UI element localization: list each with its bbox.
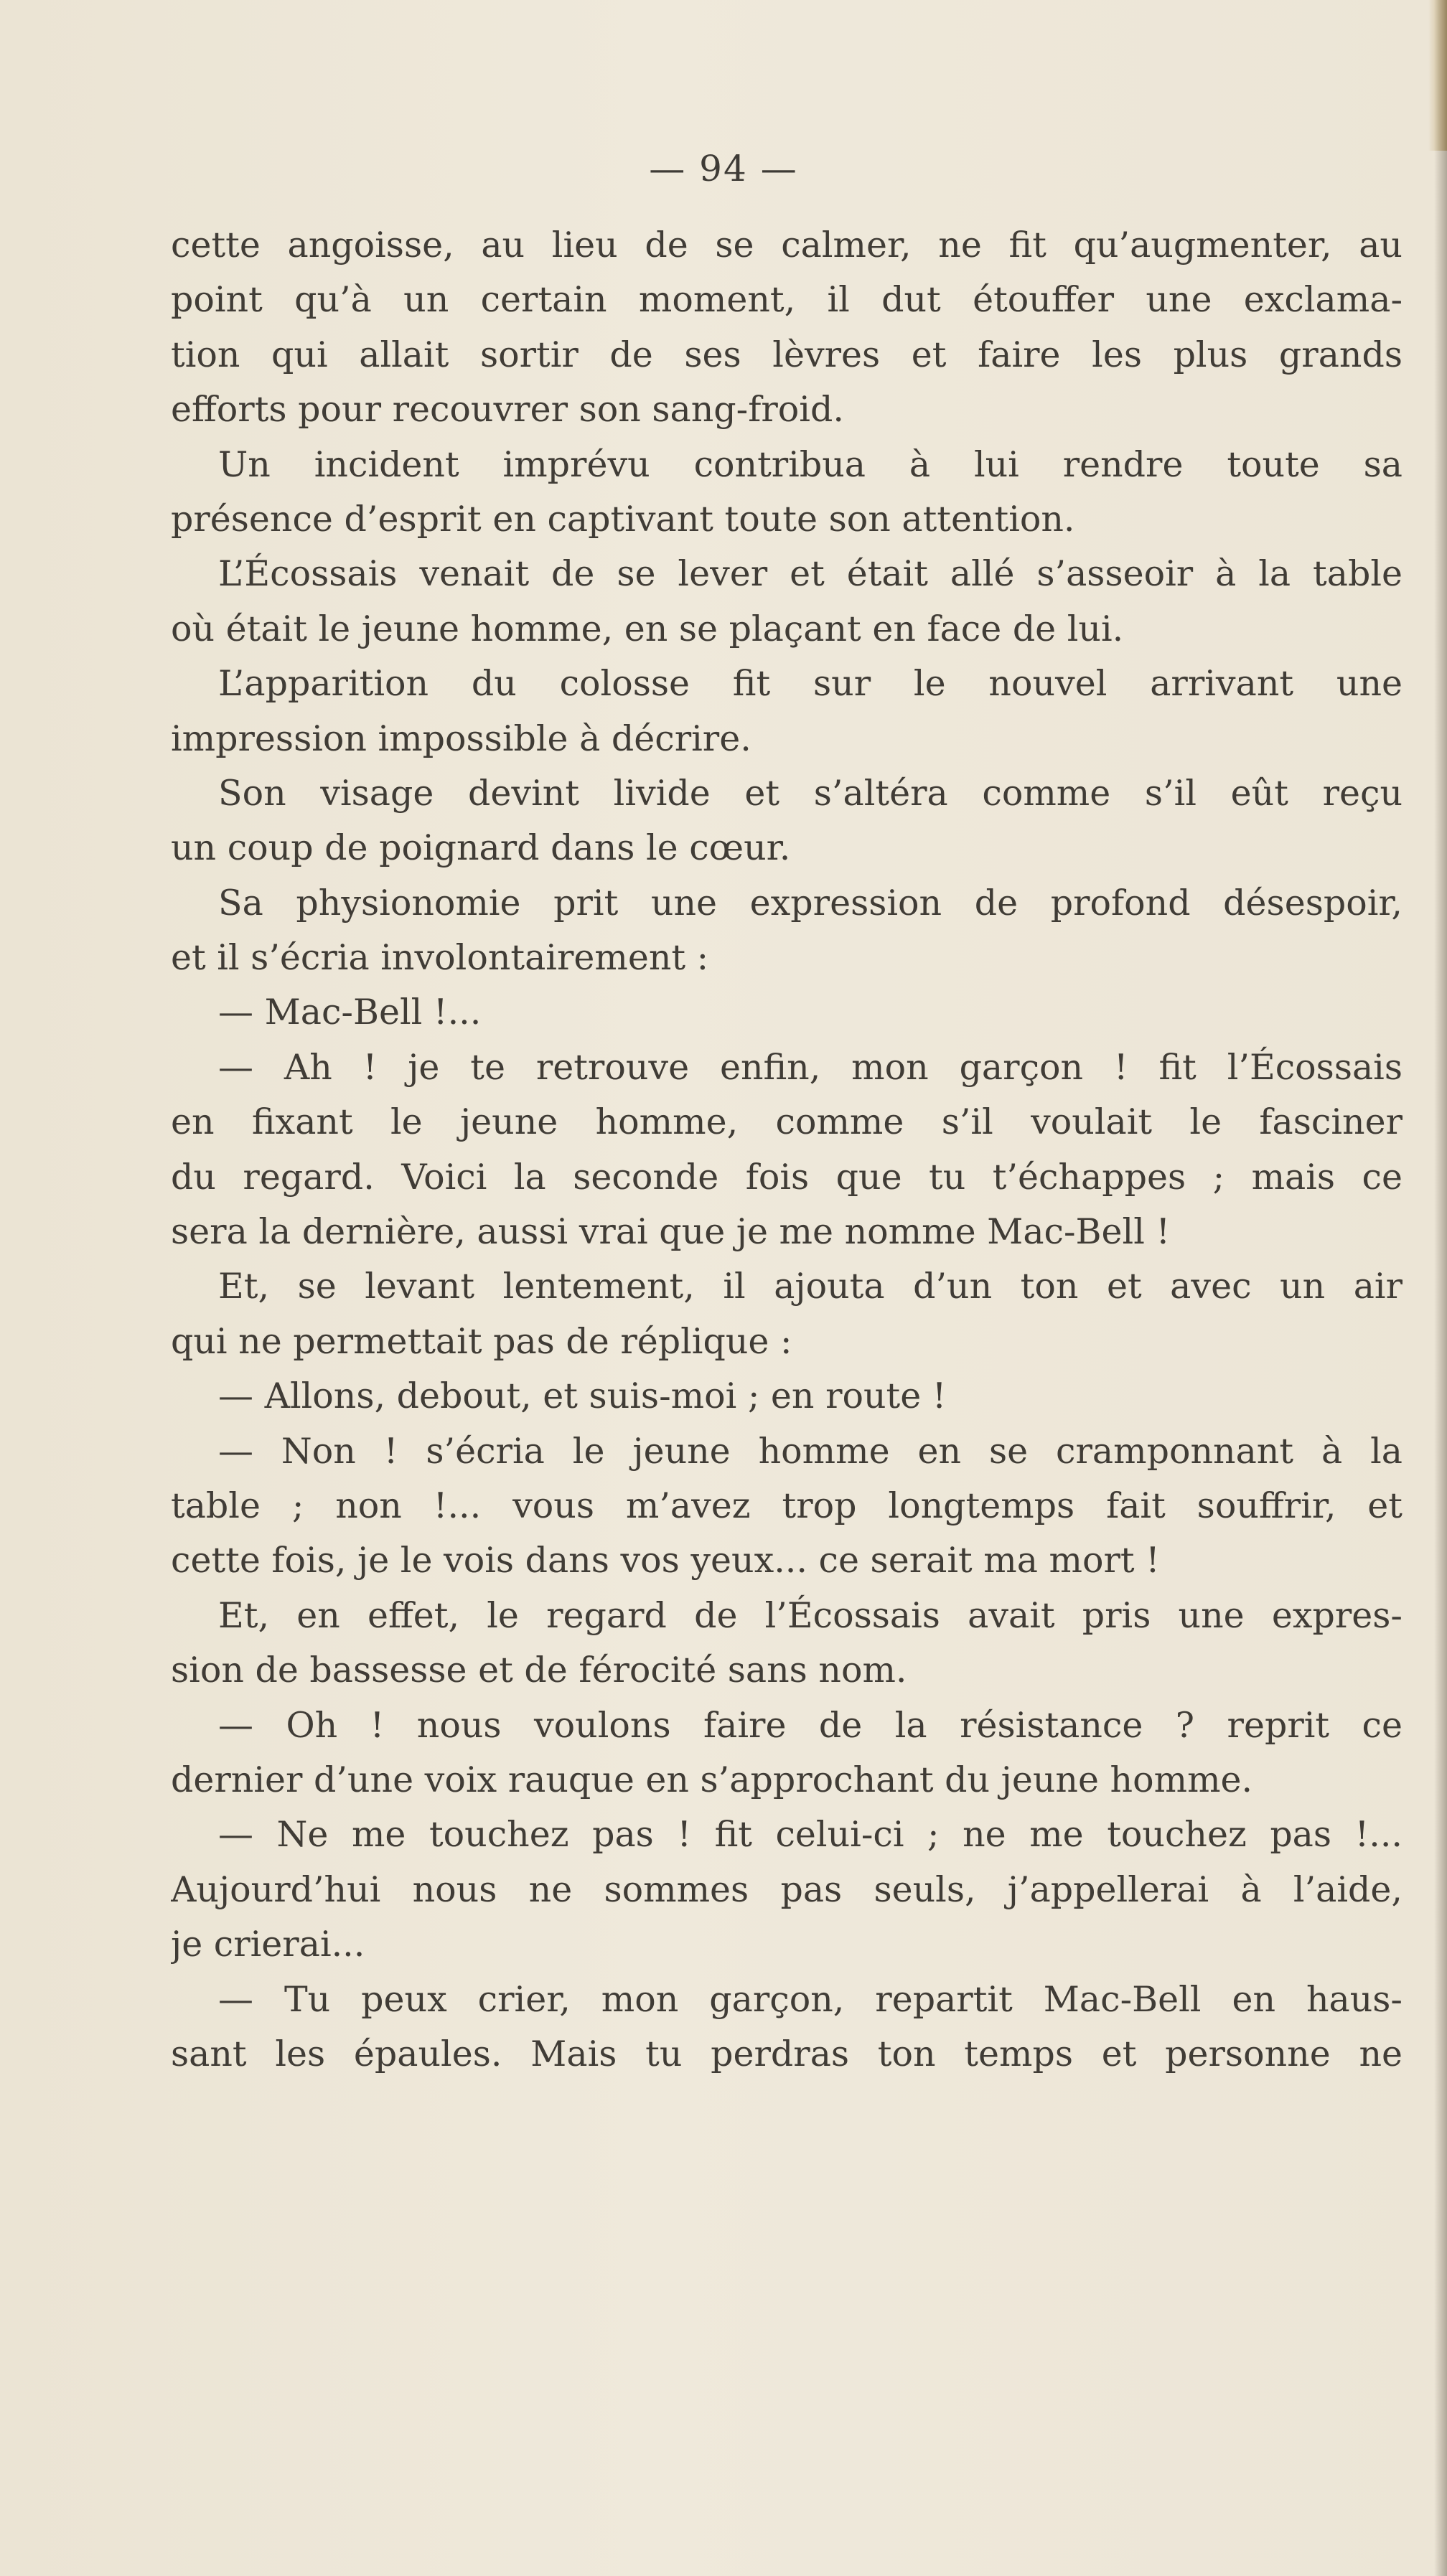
text-line: — Tu peux crier, mon garçon, repartit Mac-Bell en haus- <box>218 1978 1402 2020</box>
text-line: table ; non !... vous m’avez trop longtemps fait souffrir, et <box>171 1485 1402 1526</box>
text-line: — Allons, debout, et suis-moi ; en route ! <box>218 1376 947 1417</box>
text-line: efforts pour recouvrer son sang-froid. <box>171 389 844 431</box>
text-line: — Oh ! nous voulons faire de la résistance ? reprit ce <box>218 1704 1402 1746</box>
body-text <box>171 218 1402 2082</box>
text-line: Et, se levant lentement, il ajouta d’un ton et avec un air <box>218 1266 1402 1307</box>
text-line: cette fois, je le vois dans vos yeux... ce serait ma mort ! <box>171 1540 1160 1581</box>
text-line: Aujourd’hui nous ne sommes pas seuls, j’appellerai à l’aide, <box>171 1868 1402 1910</box>
text-line: point qu’à un certain moment, il dut étouffer une exclama- <box>171 279 1402 321</box>
text-line: — Non ! s’écria le jeune homme en se cramponnant à la <box>218 1430 1402 1472</box>
text-line: Un incident imprévu contribua à lui rendre toute sa <box>218 443 1402 485</box>
text-line: Son visage devint livide et s’altéra comme s’il eût reçu <box>218 772 1402 814</box>
text-line: qui ne permettait pas de réplique : <box>171 1320 792 1362</box>
text-line: sera la dernière, aussi vrai que je me nomme Mac-Bell ! <box>171 1211 1171 1253</box>
text-line: je crierai... <box>171 1924 365 1965</box>
text-line: où était le jeune homme, en se plaçant en face de lui. <box>171 608 1124 649</box>
text-line: — Ah ! je te retrouve enfin, mon garçon ! fit l’Écossais <box>218 1046 1402 1088</box>
text-line: — Ne me touchez pas ! fit celui-ci ; ne me touchez pas !... <box>218 1814 1402 1856</box>
text-line: dernier d’une voix rauque en s’approchant du jeune homme. <box>171 1759 1253 1800</box>
text-line: en fixant le jeune homme, comme s’il voulait le fasciner <box>171 1101 1402 1143</box>
text-line: L’apparition du colosse fit sur le nouvel arrivant une <box>218 663 1402 705</box>
text-line: Sa physionomie prit une expression de profond désespoir, <box>218 882 1402 923</box>
page-edge-shadow <box>1434 0 1447 2576</box>
page-number: — 94 — <box>649 148 798 189</box>
text-line: du regard. Voici la seconde fois que tu t’échappes ; mais ce <box>171 1156 1402 1198</box>
text-line: Et, en effet, le regard de l’Écossais avait pris une expres- <box>218 1594 1402 1636</box>
text-line: présence d’esprit en captivant toute son attention. <box>171 498 1075 540</box>
text-line: tion qui allait sortir de ses lèvres et faire les plus grands <box>171 334 1402 375</box>
text-line: — Mac-Bell !... <box>218 992 482 1033</box>
text-line: un coup de poignard dans le cœur. <box>171 827 791 869</box>
text-line: cette angoisse, au lieu de se calmer, ne fit qu’augmenter, au <box>171 225 1402 265</box>
text-line: et il s’écria involontairement : <box>171 937 709 979</box>
text-line: sant les épaules. Mais tu perdras ton temps et personne ne <box>171 2033 1402 2074</box>
text-line: impression impossible à décrire. <box>171 718 751 759</box>
text-line: sion de bassesse et de férocité sans nom. <box>171 1650 907 1691</box>
text-line: L’Écossais venait de se lever et était allé s’asseoir à la table <box>218 553 1402 595</box>
